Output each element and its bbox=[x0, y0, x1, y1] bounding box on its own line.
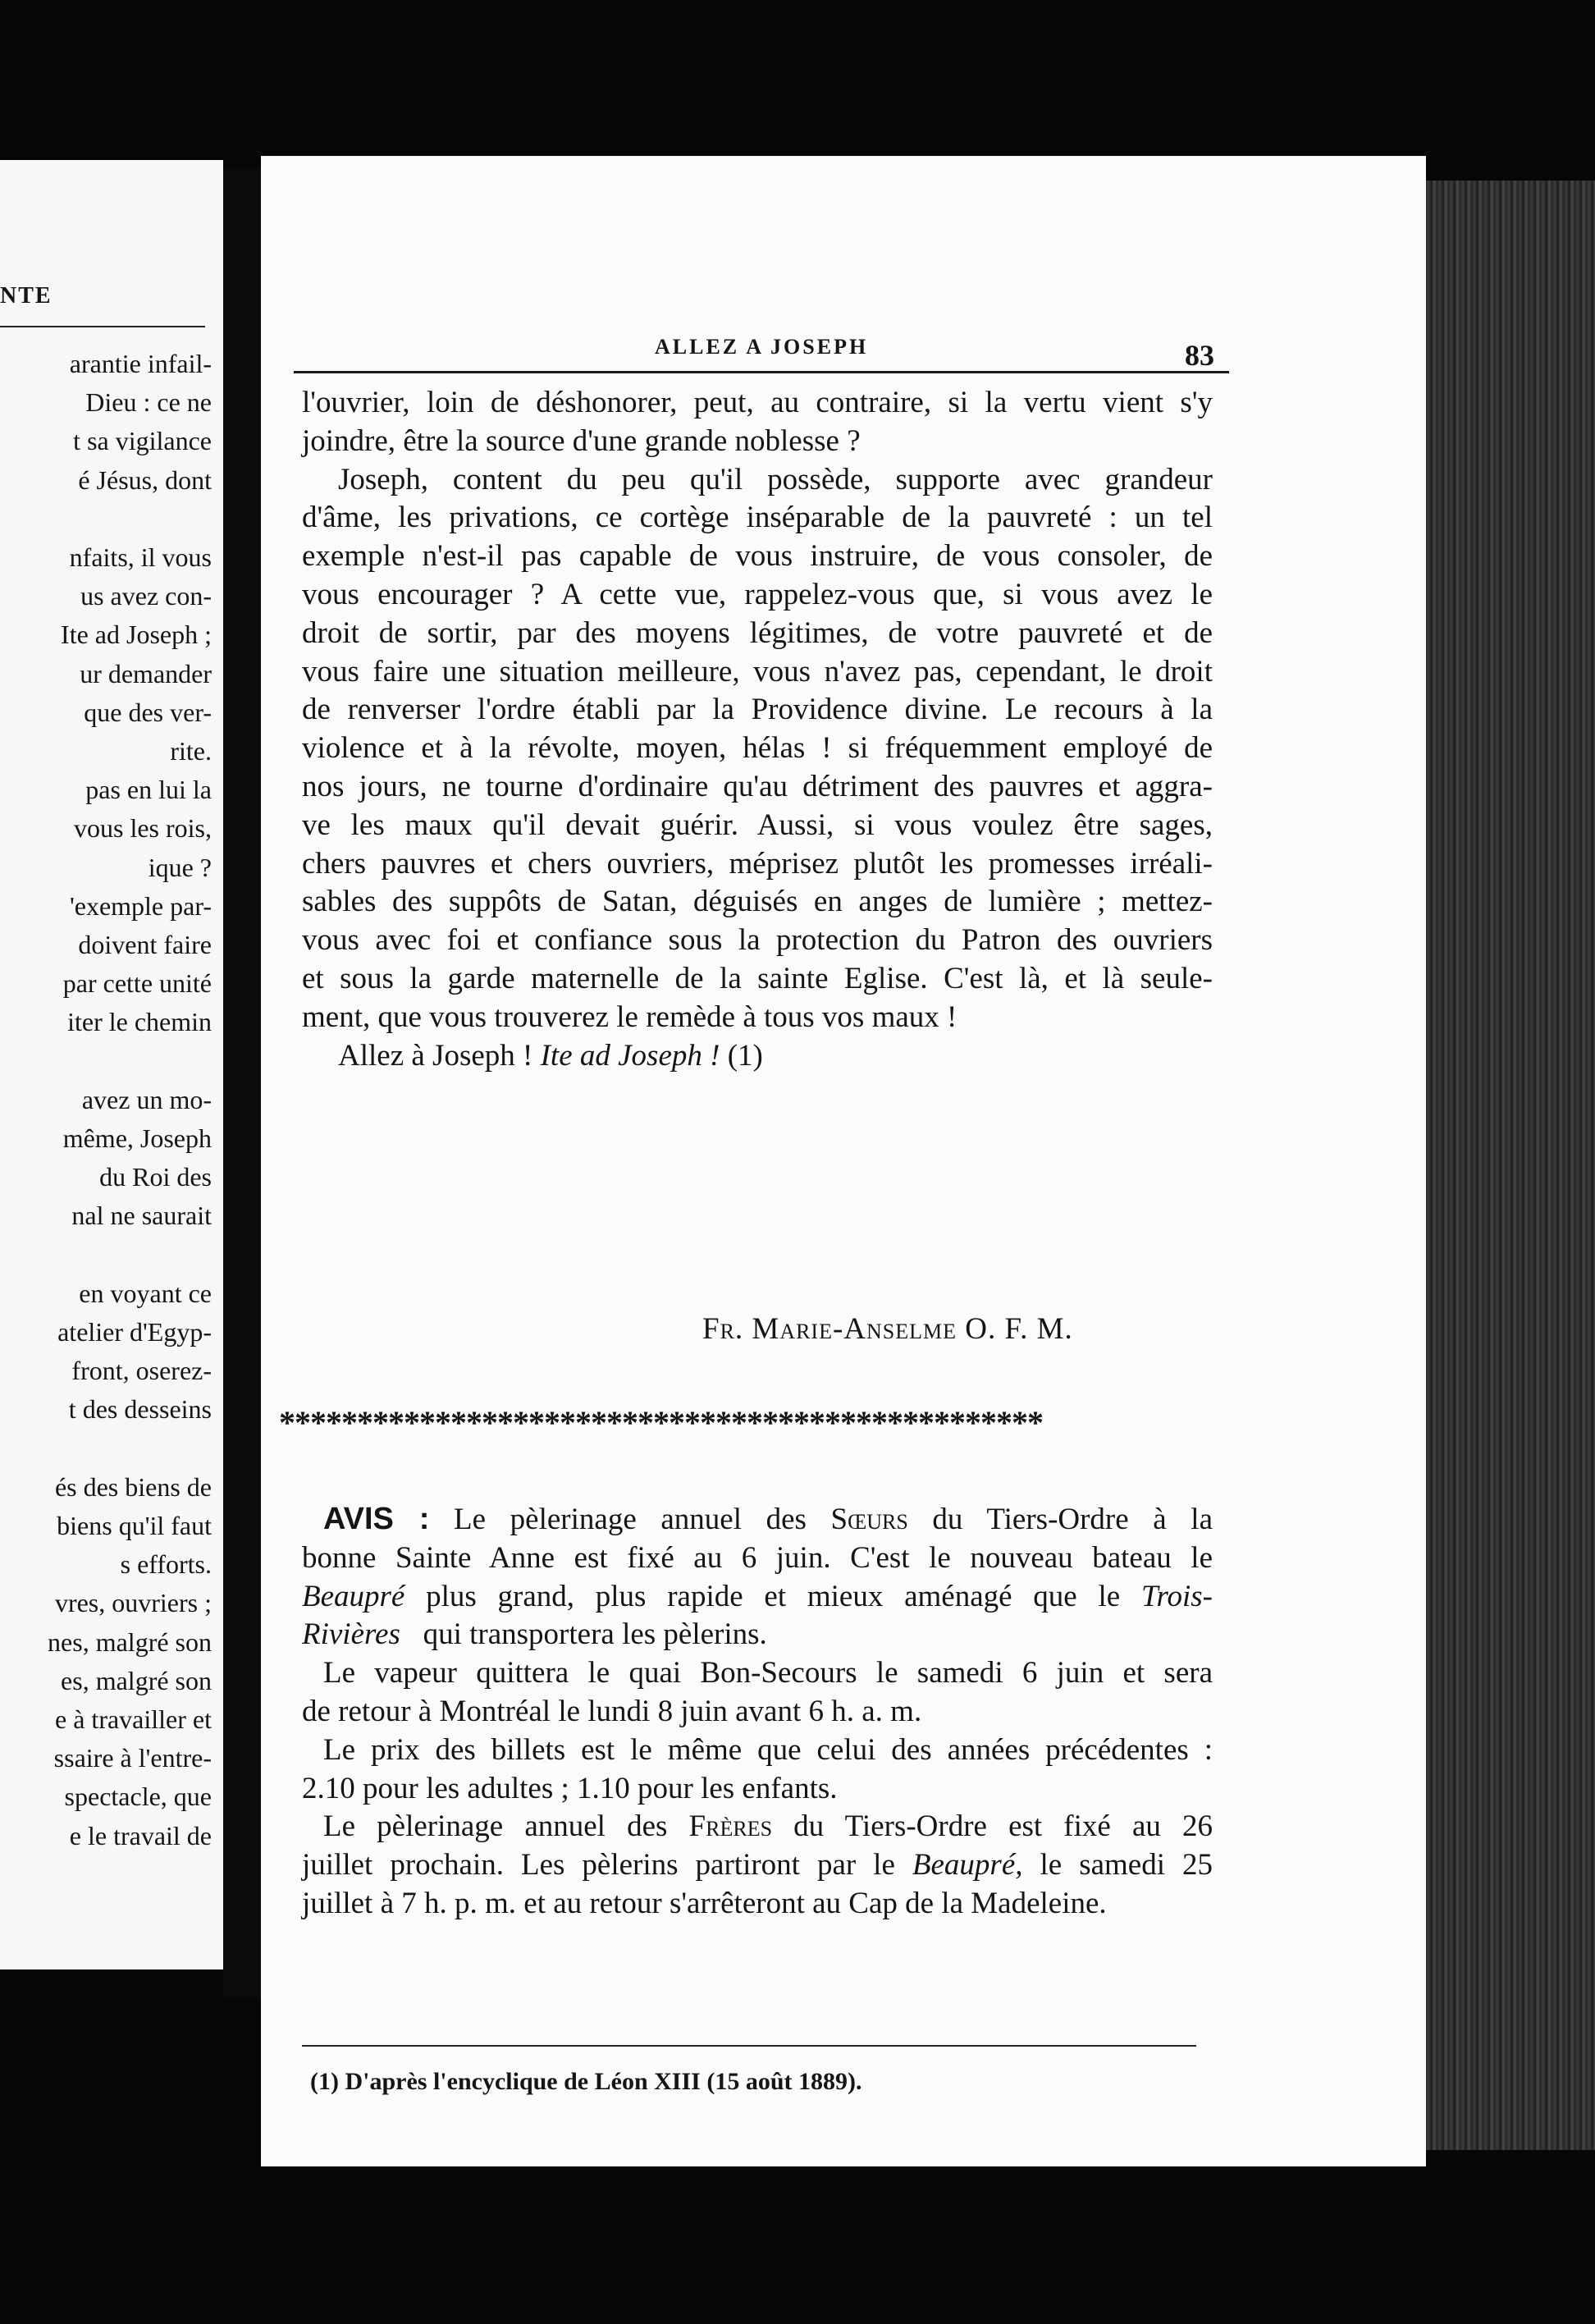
text-span: Sœurs bbox=[830, 1503, 908, 1536]
left-page-line: que des ver- bbox=[84, 697, 212, 727]
left-page bbox=[0, 160, 223, 1969]
left-page-line: Dieu : ce ne bbox=[85, 387, 212, 418]
left-page-line: ur demander bbox=[80, 658, 212, 689]
text-span: plus grand, plus rapide et mieux aménagé que le bbox=[426, 1579, 1121, 1613]
text-line bbox=[302, 1846, 1213, 1885]
text-line: et sous la garde maternelle de la sainte Eglise. C'est là, et là seule- bbox=[302, 961, 1213, 995]
text-line: Le prix des billets est le même que celui des années précédentes : bbox=[323, 1732, 1213, 1767]
left-page-line: Ite ad Joseph ; bbox=[61, 620, 212, 650]
notice-paragraph-2 bbox=[302, 1654, 1213, 1732]
ship-name: Rivières bbox=[302, 1617, 400, 1652]
paragraph-1 bbox=[302, 384, 1213, 461]
text-line bbox=[302, 1616, 1213, 1654]
left-page-line: biens qu'il faut bbox=[57, 1511, 212, 1540]
left-page-line: du Roi des bbox=[99, 1162, 212, 1192]
left-page-line: nes, malgré son bbox=[48, 1626, 212, 1657]
text-span: du Tiers-Ordre à la bbox=[932, 1503, 1213, 1536]
left-page-line: front, oserez- bbox=[71, 1356, 212, 1386]
body-text bbox=[302, 384, 1213, 1075]
text-span: Le pèlerinage annuel des bbox=[454, 1503, 807, 1536]
text-line: Joseph, content du peu qu'il possède, supporte avec grandeur bbox=[338, 462, 1213, 496]
left-page-line: avez un mo- bbox=[81, 1084, 212, 1114]
left-page-line: s efforts. bbox=[120, 1549, 212, 1580]
left-page-line: arantie infail- bbox=[69, 349, 212, 378]
notice-paragraph-3 bbox=[302, 1732, 1213, 1809]
text-line: d'âme, les privations, ce cortège inséparable de la pauvreté : un tel bbox=[302, 501, 1213, 535]
footnote-reference: (1) bbox=[727, 1038, 763, 1073]
left-page-line: t sa vigilance bbox=[73, 426, 212, 456]
left-page-line: doivent faire bbox=[78, 930, 212, 959]
ship-name: Beaupré bbox=[302, 1579, 405, 1613]
footnote-rule bbox=[302, 2045, 1196, 2047]
text-span: du Tiers-Ordre est fixé au 26 bbox=[793, 1809, 1213, 1844]
text-line: ment, que vous trouverez le remède à tous vos maux ! bbox=[302, 1000, 957, 1034]
left-page-line: us avez con- bbox=[80, 581, 212, 611]
paragraph-2 bbox=[302, 461, 1213, 1037]
notice-label: AVIS : bbox=[323, 1502, 430, 1536]
text-span: Le pèlerinage annuel des bbox=[323, 1809, 668, 1844]
text-line: de retour à Montréal le lundi 8 juin avant 6 h. a. m. bbox=[302, 1694, 922, 1728]
header-rule bbox=[294, 371, 1229, 373]
left-page-line: 'exemple par- bbox=[69, 890, 212, 921]
left-page-line: es, malgré son bbox=[61, 1665, 212, 1695]
left-page-line: é Jésus, dont bbox=[78, 464, 212, 495]
asterisk-separator: ************************************************* bbox=[279, 1404, 1043, 1441]
page-gutter bbox=[223, 168, 261, 1998]
text-line: bonne Sainte Anne est fixé au 6 juin. C'est le nouveau bateau le bbox=[302, 1540, 1213, 1575]
notice-block bbox=[302, 1500, 1213, 1924]
left-page-line: ique ? bbox=[148, 852, 212, 882]
notice-paragraph-4 bbox=[302, 1808, 1213, 1923]
text-line: nos jours, ne tourne d'ordinaire qu'au détriment des pauvres et aggra- bbox=[302, 769, 1213, 803]
text-line: Le vapeur quittera le quai Bon-Secours le samedi 6 juin et sera bbox=[323, 1656, 1213, 1690]
text-line: sables des suppôts de Satan, déguisés en anges de lumière ; mettez- bbox=[302, 885, 1213, 919]
text-line: exemple n'est-il pas capable de vous instruire, de vous consoler, de bbox=[302, 539, 1213, 574]
left-page-line: même, Joseph bbox=[62, 1123, 212, 1153]
text-span: Frères bbox=[688, 1809, 773, 1844]
text-line: 2.10 pour les adultes ; 1.10 pour les enfants. bbox=[302, 1771, 838, 1805]
running-header: ALLEZ A JOSEPH bbox=[655, 335, 869, 359]
text-span: juillet prochain. Les pèlerins partiront par le bbox=[302, 1848, 895, 1883]
text-span: le samedi 25 bbox=[1040, 1848, 1213, 1883]
left-page-line: en voyant ce bbox=[79, 1278, 212, 1308]
allez-text: Allez à Joseph ! bbox=[338, 1038, 533, 1073]
ship-name: Trois- bbox=[1140, 1579, 1213, 1613]
left-page-line: vres, ouvriers ; bbox=[54, 1588, 212, 1618]
left-page-line: e à travailler et bbox=[55, 1704, 212, 1734]
text-line bbox=[302, 1808, 1213, 1846]
left-page-line: e le travail de bbox=[69, 1820, 212, 1851]
text-line bbox=[302, 1500, 1213, 1539]
text-line: joindre, être la source d'une grande noblesse ? bbox=[302, 423, 861, 458]
page-number: 83 bbox=[1185, 339, 1214, 372]
left-page-line: t des desseins bbox=[68, 1394, 212, 1425]
text-line: vous encourager ? A cette vue, rappelez-vous que, si vous avez le bbox=[302, 577, 1213, 611]
notice-paragraph-1 bbox=[302, 1500, 1213, 1654]
page-stack-edge bbox=[1426, 181, 1595, 2150]
left-page-line: nfaits, il vous bbox=[69, 542, 212, 572]
left-page-rule bbox=[0, 326, 205, 327]
text-line: droit de sortir, par des moyens légitimes, de votre pauvreté et de bbox=[302, 615, 1213, 650]
left-page-line: vous les rois, bbox=[74, 813, 212, 844]
left-page-line: par cette unité bbox=[62, 968, 212, 999]
left-page-line: atelier d'Egyp- bbox=[57, 1317, 212, 1347]
left-page-line: nal ne saurait bbox=[71, 1201, 212, 1231]
left-page-line: ssaire à l'entre- bbox=[53, 1743, 212, 1773]
text-line: ve les maux qu'il devait guérir. Aussi, si vous voulez être sages, bbox=[302, 807, 1213, 842]
left-page-line: pas en lui la bbox=[85, 775, 212, 805]
text-span: qui transportera les pèlerins. bbox=[423, 1617, 767, 1652]
left-page-line: iter le chemin bbox=[67, 1007, 212, 1037]
text-line: l'ouvrier, loin de déshonorer, peut, au contraire, si la vertu vient s'y bbox=[302, 386, 1213, 419]
text-line: juillet à 7 h. p. m. et au retour s'arrêteront au Cap de la Madeleine. bbox=[302, 1886, 1107, 1920]
text-line: vous avec foi et confiance sous la protection du Patron des ouvriers bbox=[302, 923, 1213, 958]
paragraph-3 bbox=[302, 1037, 1213, 1076]
text-line: violence et à la révolte, moyen, hélas ! si fréquemment employé de bbox=[302, 731, 1213, 766]
left-page-header: NTE bbox=[0, 283, 53, 309]
ship-name: Beaupré, bbox=[912, 1848, 1023, 1883]
latin-phrase: Ite ad Joseph ! bbox=[540, 1038, 720, 1073]
main-page bbox=[261, 156, 1426, 2166]
text-line bbox=[302, 1578, 1213, 1617]
text-line: de renverser l'ordre établi par la Providence divine. Le recours à la bbox=[302, 693, 1213, 727]
footnote: (1) D'après l'encyclique de Léon XIII (15 août 1889). bbox=[310, 2068, 862, 2095]
text-line: vous faire une situation meilleure, vous n'avez pas, cependant, le droit bbox=[302, 654, 1213, 689]
signature: Fr. Marie-Anselme O. F. M. bbox=[702, 1312, 1073, 1346]
left-page-line: spectacle, que bbox=[64, 1782, 212, 1812]
left-page-line: rite. bbox=[170, 736, 212, 766]
text-line bbox=[302, 1037, 1213, 1076]
text-line: chers pauvres et chers ouvriers, méprisez plutôt les promesses irréali- bbox=[302, 846, 1213, 881]
left-page-line: és des biens de bbox=[54, 1471, 212, 1502]
